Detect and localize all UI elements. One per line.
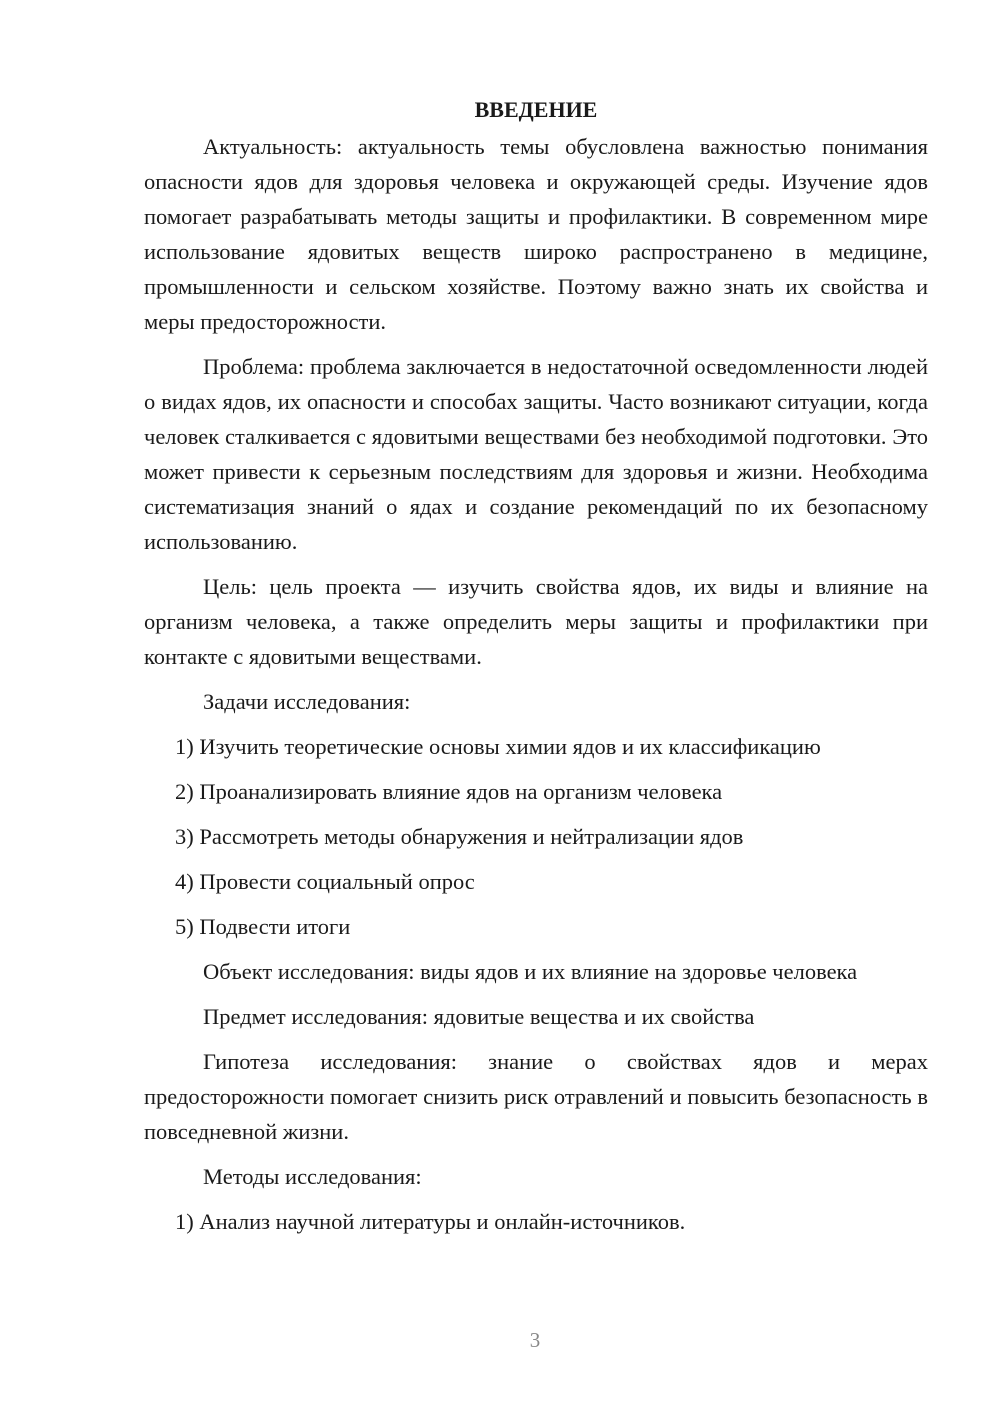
task-item: 1) Изучить теоретические основы химии ядов и их классификацию bbox=[175, 734, 821, 759]
goal-paragraph: Цель: цель проекта — изучить свойства ядов, их виды и влияние на организм человека, а также определить меры защиты и профилактики при контакте с ядовитыми веществами. bbox=[144, 574, 928, 669]
subject-line: Предмет исследования: ядовитые вещества и их свойства bbox=[203, 1004, 755, 1029]
problem-paragraph: Проблема: проблема заключается в недостаточной осведомленности людей о видах ядов, их опасности и способах защиты. Часто возникают ситуации, когда человек сталкивается с ядовитыми веществами без необходимой подготовки. Это может привести к серьезным последствиям для здоровья и жизни. Необходима систематизация знаний о ядах и создание рекомендаций по их безопасному использованию. bbox=[144, 354, 928, 554]
task-item: 2) Проанализировать влияние ядов на организм человека bbox=[175, 779, 723, 804]
method-item: 1) Анализ научной литературы и онлайн-источников. bbox=[175, 1209, 686, 1234]
methods-list bbox=[144, 1204, 928, 1239]
page-number: 3 bbox=[529, 1328, 541, 1352]
methods-heading: Методы исследования: bbox=[203, 1164, 422, 1189]
object-line: Объект исследования: виды ядов и их влияние на здоровье человека bbox=[203, 959, 858, 984]
relevance-paragraph: Актуальность: актуальность темы обусловлена важностью понимания опасности ядов для здоровья человека и окружающей среды. Изучение ядов помогает разрабатывать методы защиты и профилактики. В современном мире использование ядовитых веществ широко распространено в медицине, промышленности и сельском хозяйстве. Поэтому важно знать их свойства и меры предосторожности. bbox=[144, 134, 928, 334]
tasks-heading: Задачи исследования: bbox=[203, 689, 411, 714]
page-content bbox=[144, 92, 928, 1249]
task-item: 4) Провести социальный опрос bbox=[175, 869, 475, 894]
tasks-list bbox=[144, 729, 928, 944]
task-item: 3) Рассмотреть методы обнаружения и нейтрализации ядов bbox=[175, 824, 744, 849]
hypothesis-paragraph: Гипотеза исследования: знание о свойствах ядов и мерах предосторожности помогает снизить риск отравлений и повысить безопасность в повседневной жизни. bbox=[144, 1049, 928, 1144]
task-item: 5) Подвести итоги bbox=[175, 914, 351, 939]
page-title: ВВЕДЕНИЕ bbox=[474, 97, 598, 122]
